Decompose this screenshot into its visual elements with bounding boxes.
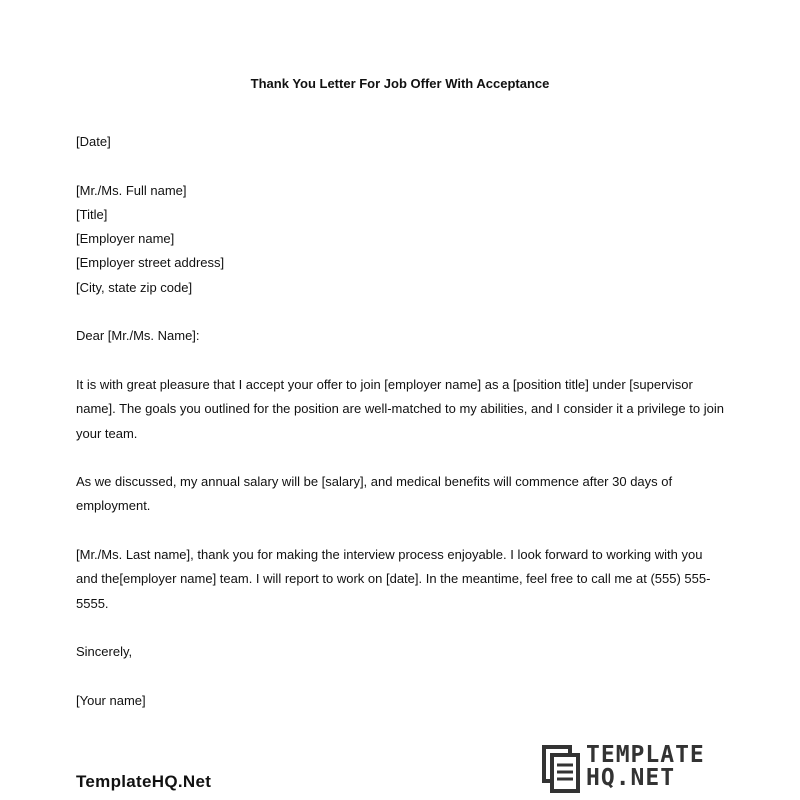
site-watermark-text: TemplateHQ.Net (76, 772, 212, 791)
recipient-name: [Mr./Ms. Full name] (76, 182, 187, 198)
templatehq-logo (542, 742, 732, 793)
recipient-street-address: [Employer street address] (76, 255, 225, 271)
paragraph-salary: As we discussed, my annual salary will be [salary], and medical benefits will commence after 30 days of employment. (76, 474, 673, 514)
salutation: Dear [Mr./Ms. Name]: (76, 328, 200, 344)
letter-date: [Date] (76, 134, 111, 149)
letter-body (76, 130, 726, 713)
document-icon (542, 745, 580, 793)
recipient-city-state-zip: [City, state zip code] (76, 279, 193, 295)
closing: Sincerely, (76, 644, 133, 660)
recipient-employer: [Employer name] (76, 231, 175, 247)
paragraph-acceptance: It is with great pleasure that I accept your offer to join [employer name] as a [position title] under [supervisor name]. The goals you outlined for the position are well-matched to my abilities, and I consider it a privilege to join your team. (76, 376, 724, 441)
recipient-title: [Title] (76, 206, 108, 222)
logo-text-hq-net: HQ.NET (586, 765, 676, 791)
page-title: Thank You Letter For Job Offer With Acceptance (250, 76, 550, 91)
paragraph-thanks: [Mr./Ms. Last name], thank you for making the interview process enjoyable. I look forward to working with you and the[employer name] team. I will report to work on [date]. In the meantime, feel free to call me at (555) 555-5555. (76, 547, 711, 611)
logo-text-template: TEMPLATE (586, 742, 705, 768)
signature: [Your name] (76, 692, 146, 708)
